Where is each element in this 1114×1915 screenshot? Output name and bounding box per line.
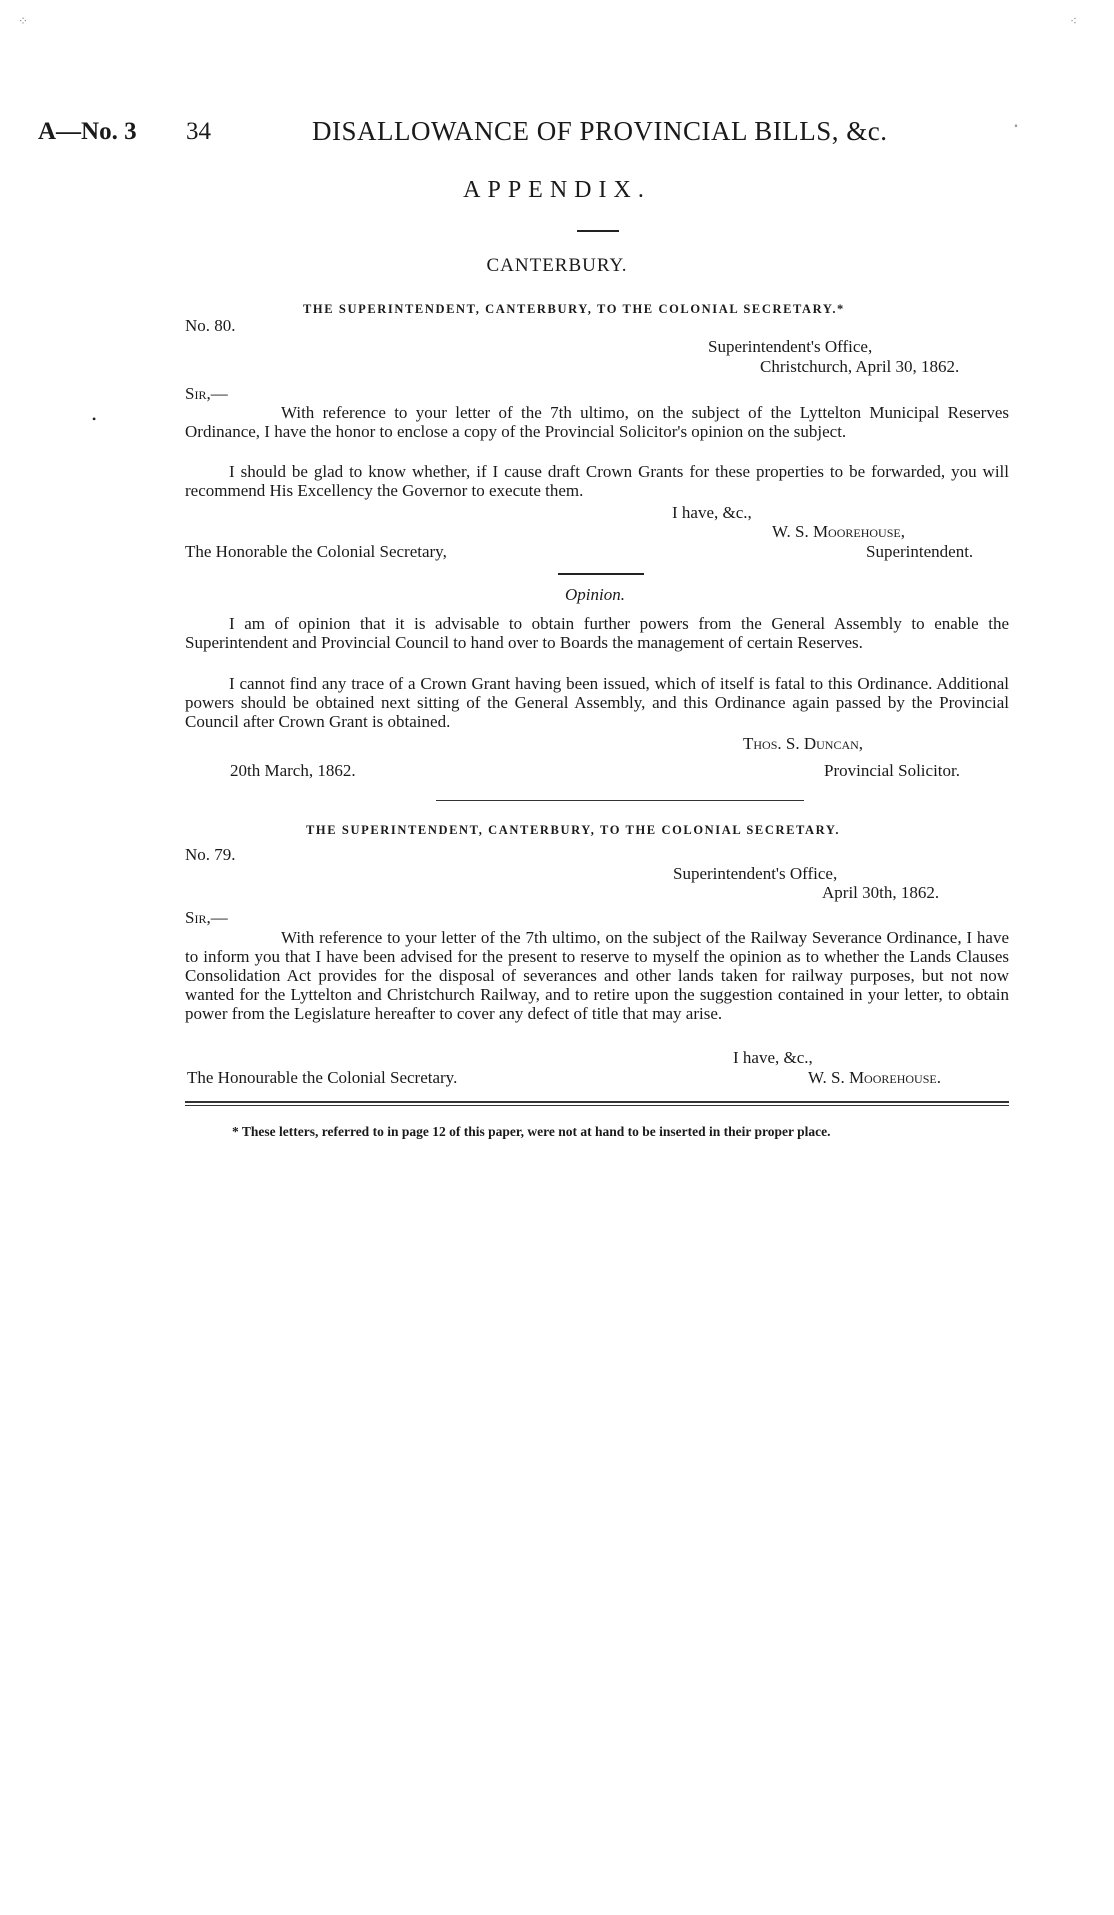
letter1-paragraph-1: With reference to your letter of the 7th ultimo, on the subject of the Lyttelton Municipal Reserves Ordinance, I have the honor to enclose a copy of the Provincial Solicitor's opinion on the subject. bbox=[185, 403, 1009, 441]
opinion-signature: Thos. S. Duncan, bbox=[743, 734, 864, 753]
section-title: CANTERBURY. bbox=[486, 255, 628, 276]
opinion-signature-title: Provincial Solicitor. bbox=[824, 761, 960, 780]
letter2-address-line2: April 30th, 1862. bbox=[822, 883, 940, 902]
opinion-paragraph-2: I cannot find any trace of a Crown Grant having been issued, which of itself is fatal to this Ordinance. Additional powers should be obtained next sitting of the General Assembly, and this Ordinance again passed by the Provincial Council after Crown Grant is obtained. bbox=[185, 674, 1009, 731]
letter2-salutation: Sir,— bbox=[185, 908, 228, 927]
opinion-rule bbox=[558, 573, 644, 575]
opinion-paragraph-1: I am of opinion that it is advisable to obtain further powers from the General Assembly to enable the Superintendent and Provincial Council to hand over to Boards the management of certain Reserves. bbox=[185, 614, 1009, 652]
footnote-text: * These letters, referred to in page 12 of this paper, were not at hand to be inserted in their proper place. bbox=[232, 1124, 831, 1139]
footnote-rule bbox=[185, 1101, 1009, 1103]
opinion-date: 20th March, 1862. bbox=[230, 761, 356, 780]
scan-speck: • bbox=[92, 412, 97, 426]
letter2-paragraph-1: With reference to your letter of the 7th ultimo, on the subject of the Railway Severance Ordinance, I have to inform you that I have been advised for the present to reserve to myself the opinion as to whether the Lands Clauses Consolidation Act provides for the disposal of severances and other lands taken for railway purposes, but not now wanted for the Lyttelton and Christchurch Railway, and to retire upon the suggestion contained in your letter, to obtain power from the Legislature hereafter to cover any defect of title that may arise. bbox=[185, 928, 1009, 1023]
letter1-paragraph-2: I should be glad to know whether, if I cause draft Crown Grants for these properties to be forwarded, you will recommend His Excellency the Governor to execute them. bbox=[185, 462, 1009, 500]
title-rule bbox=[577, 230, 619, 232]
appendix-title: APPENDIX. bbox=[463, 177, 651, 203]
letter2-heading: THE SUPERINTENDENT, CANTERBURY, TO THE COLONIAL SECRETARY. bbox=[306, 823, 841, 837]
letter1-closing: I have, &c., bbox=[672, 503, 752, 522]
letter1-address-line2: Christchurch, April 30, 1862. bbox=[760, 357, 960, 376]
letter2-address-line1: Superintendent's Office, bbox=[673, 864, 838, 883]
letter1-signature: W. S. Moorehouse, bbox=[772, 522, 905, 541]
running-title: DISALLOWANCE OF PROVINCIAL BILLS, &c. bbox=[312, 116, 888, 146]
letter2-signature: W. S. Moorehouse. bbox=[808, 1068, 941, 1087]
footnote-rule-inner bbox=[185, 1105, 1009, 1106]
paper-reference: A—No. 3 bbox=[38, 118, 137, 145]
letter1-addressee: The Honorable the Colonial Secretary, bbox=[185, 542, 447, 561]
opinion-heading: Opinion. bbox=[565, 585, 625, 604]
letter2-number: No. 79. bbox=[185, 845, 236, 864]
scan-speck: ⁘ bbox=[18, 14, 29, 28]
section-divider bbox=[436, 800, 804, 801]
letter1-number: No. 80. bbox=[185, 316, 236, 335]
scan-speck: ˚ bbox=[1014, 122, 1018, 136]
letter1-heading: THE SUPERINTENDENT, CANTERBURY, TO THE COLONIAL SECRETARY.* bbox=[303, 302, 845, 316]
scan-speck: ⁖ bbox=[1070, 14, 1078, 28]
letter1-salutation: Sir,— bbox=[185, 384, 228, 403]
letter2-addressee: The Honourable the Colonial Secretary. bbox=[187, 1068, 458, 1087]
letter1-address-line1: Superintendent's Office, bbox=[708, 337, 873, 356]
letter1-signature-title: Superintendent. bbox=[866, 542, 974, 561]
page-number: 34 bbox=[186, 118, 211, 145]
letter2-closing: I have, &c., bbox=[733, 1048, 813, 1067]
